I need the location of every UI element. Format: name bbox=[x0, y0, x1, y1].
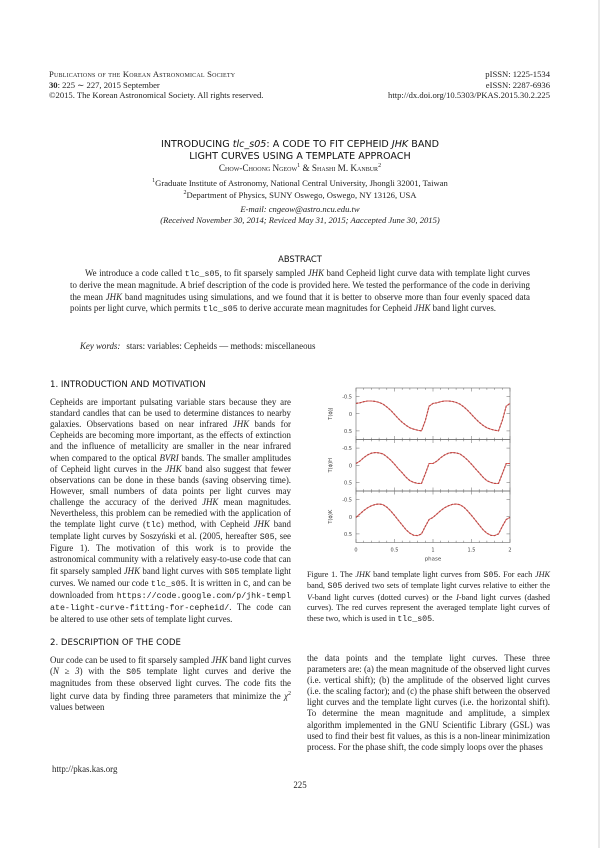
x-tick-label: 0 bbox=[354, 547, 358, 554]
footer-url[interactable]: http://pkas.kas.org bbox=[52, 764, 118, 774]
template-curve-dashed bbox=[356, 504, 510, 536]
y-tick-label: 0 bbox=[348, 463, 352, 470]
y-axis-label: T(ϕ)J bbox=[328, 407, 334, 420]
x-tick-label: 0.5 bbox=[390, 547, 399, 554]
template-curve-averaged bbox=[356, 453, 510, 484]
copyright: ©2015. The Korean Astronomical Society. All rights reserved. bbox=[49, 90, 264, 101]
y-tick-label: -0.5 bbox=[342, 446, 352, 453]
issn-header bbox=[388, 69, 550, 101]
y-tick-label: 0 bbox=[348, 411, 352, 418]
x-tick-label: 1.5 bbox=[467, 547, 476, 554]
x-axis-label: phase bbox=[424, 556, 442, 563]
panel-frame bbox=[356, 491, 510, 543]
template-curve-averaged bbox=[356, 504, 510, 536]
section-1-heading: 1. INTRODUCTION AND MOTIVATION bbox=[50, 380, 206, 390]
journal-name: Publications of the Korean Astronomical Society bbox=[49, 69, 236, 79]
section-1 bbox=[50, 380, 291, 714]
doi-link[interactable]: http://dx.doi.org/10.5303/PKAS.2015.30.2.225 bbox=[388, 90, 550, 101]
page-number: 225 bbox=[293, 780, 307, 790]
panel-frame bbox=[356, 440, 510, 492]
affiliations bbox=[0, 176, 600, 201]
affiliation-2: $^2$Department of Physics, SUNY Oswego, Oswego, NY 13126, USA bbox=[183, 190, 417, 201]
x-tick-label: 1 bbox=[431, 547, 435, 554]
section-2-paragraph: Our code can be used to fit sparsely sampled JHK band light curves (N ≥ 3) with the S05 template light curves and derive the magnitudes from these observed light curves. The code fits the light curve data by finding three parameters that minimize the $\chi^2$ values between bbox=[50, 655, 291, 713]
template-curve-dashed bbox=[356, 453, 510, 484]
email[interactable]: E-mail: cngeow@astro.ncu.edu.tw bbox=[240, 204, 360, 214]
section-2-continued: the data points and the template light curves. These three parameters are: (a) the mean magnitude of the observed light curves (i.e. vertical shift); (b) the amplitude of the observed light curves (i.e. the scaling factor); and (c) the phase shift between the observed light curves and the template light curves (i.e. the horizontal shift). To determine the mean magnitude and amplitude, a simplex algorithm implemented in the GNU Scientific Library (GSL) was used to find their best fit values, as this is a non-linear minimization process. For the phase shift, the code simply loops over the phases bbox=[307, 653, 550, 752]
journal-header bbox=[49, 69, 263, 101]
template-curve-averaged bbox=[356, 401, 510, 431]
y-tick-label: -0.5 bbox=[342, 394, 352, 401]
y-tick-label: 0.5 bbox=[344, 428, 352, 435]
x-tick-label: 2 bbox=[508, 547, 512, 554]
section-2-heading: 2. DESCRIPTION OF THE CODE bbox=[50, 637, 181, 648]
volume-pages: 30: 225 ∼ 227, 2015 September bbox=[49, 79, 160, 90]
pissn: pISSN: 1225-1534 bbox=[485, 69, 550, 79]
abstract-heading: ABSTRACT bbox=[278, 254, 322, 264]
y-tick-label: -0.5 bbox=[342, 497, 352, 504]
y-tick-label: 0.5 bbox=[344, 480, 352, 487]
paper-title: INTRODUCING tlc_s05: A CODE TO FIT CEPHEID JHK BAND LIGHT CURVES USING A TEMPLATE APPROACH bbox=[161, 139, 439, 162]
y-axis-label: T(ϕ)K bbox=[328, 509, 334, 524]
affiliation-1: $^1$Graduate Institute of Astronomy, National Central University, Jhongli 32001, Taiwan bbox=[152, 177, 448, 188]
authors: Chow-Choong Ngeow$^1$ & Shashi M. Kanbur$^2$ bbox=[218, 163, 382, 174]
abstract-body: We introduce a code called tlc_s05, to fit sparsely sampled JHK band Cepheid light curve data with template light curves to derive the mean magnitude. A brief description of the code is provided here. We tested the performance of the code in deriving the mean JHK band magnitudes using simulations, and we found that it is better to observe more than four evenly spaced data points per light curve, which permits tlc_s05 to derive accurate mean magnitudes for Cepheid JHK band light curves. bbox=[70, 268, 531, 314]
download-link[interactable]: https://code.google.com/p/jhk-template-light-curve-fitting-for-cepheid/ bbox=[50, 591, 291, 613]
eissn: eISSN: 2287-6936 bbox=[485, 79, 550, 90]
y-tick-label: 0.5 bbox=[344, 531, 352, 538]
y-axis-label: T(ϕ)H bbox=[328, 457, 334, 473]
panel-frame bbox=[356, 388, 510, 440]
figure-1-chart bbox=[320, 378, 550, 568]
figure-1-caption: Figure 1. The JHK band template light curves from S05. For each JHK band, S05 derived two sets of template light curves relative to either the V-band light curves (dotted curves) or the I-band light curves (dashed curves). The red curves represent the averaged template light curves of these two, which is used in tlc_s05. bbox=[307, 570, 550, 624]
y-tick-label: 0 bbox=[348, 514, 352, 521]
received-dates: (Received November 30, 2014; Reviced May 31, 2015; Aaccepted June 30, 2015) bbox=[160, 215, 440, 225]
template-curve-dashed bbox=[356, 401, 510, 431]
keywords: Key words: stars: variables: Cepheids — methods: miscellaneous bbox=[80, 341, 316, 351]
section-1-paragraph: Cepheids are important pulsating variable stars because they are standard candles that can be used to determine distances to nearby galaxies. Observations based on near infrared JHK bands for Cepheids are becoming more important, as the effects of extinction and the influence of metallicity are smaller in the near infrared when compared to the optical BVRI bands. The smaller amplitudes of Cepheid light curves in the JHK band also suggest that fewer observations can be done in these bands (saving observing time). However, small numbers of data points per light curves may challenge the accuracy of the derived JHK mean magnitudes. Nevertheless, this problem can be remedied with the application of the template light curve (tlc) method, with Cepheid JHK band template light curves by Soszyński et al. (2005, hereafter S05, see Figure 1). The motivation of this work is to provide the astronomical community with a relatively easy-to-use code that can fit sparsely sampled JHK band light curves with S05 template light curves. We named our code tlc_s05. It is written in C, and can be downloaded from https://code.google.com/p/jhk-template-light-curve-fitting-for-cepheid/. The code can be altered to use other sets of template light curves. bbox=[50, 397, 292, 624]
